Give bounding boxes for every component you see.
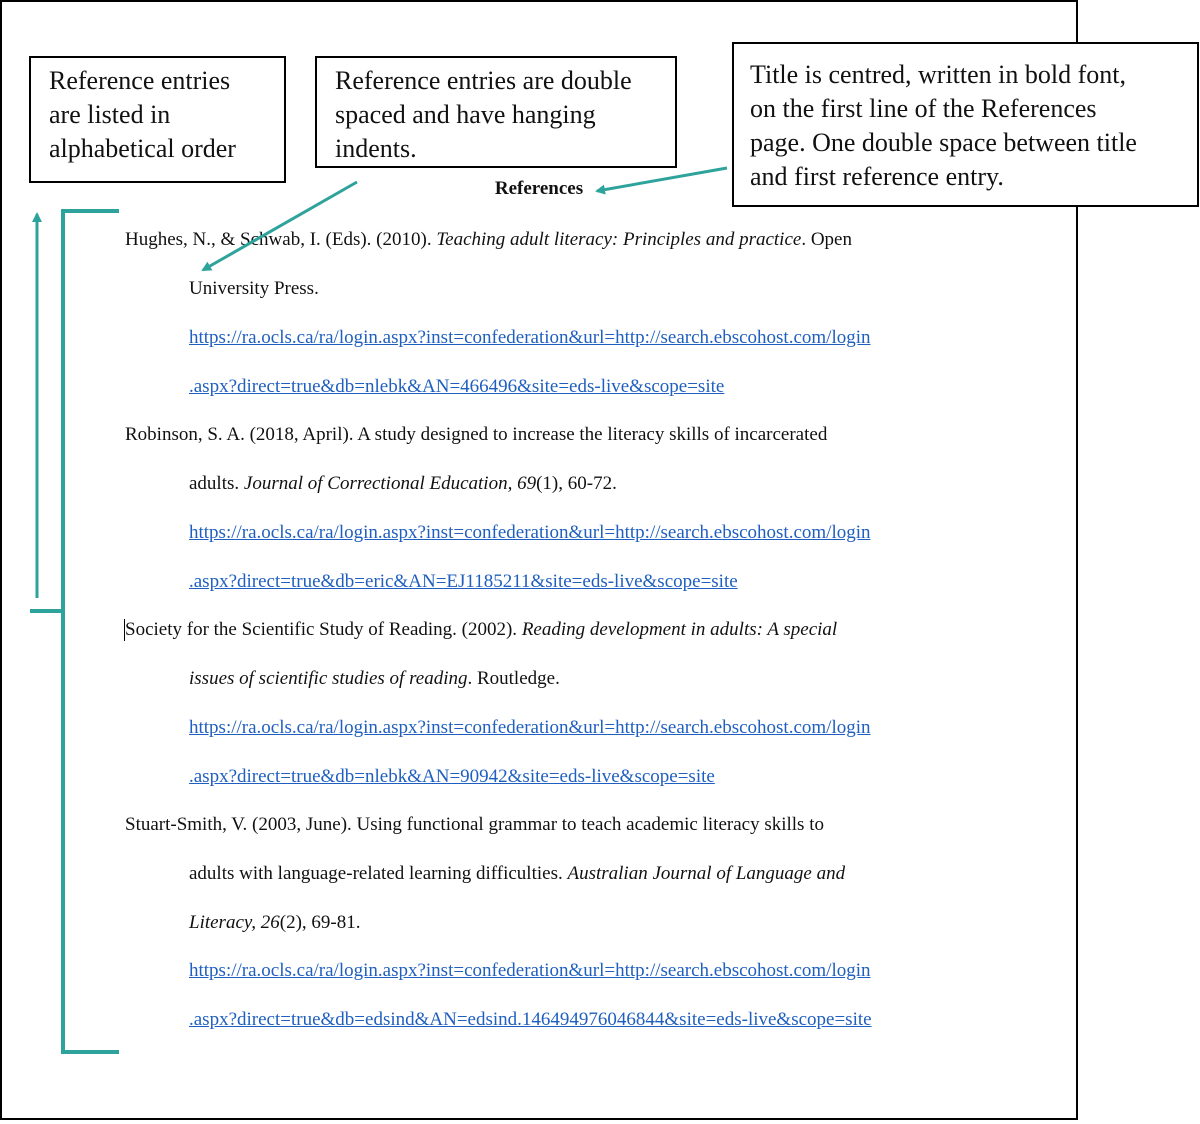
- entry-4-url-line-1[interactable]: https://ra.ocls.ca/ra/login.aspx?inst=confederation&url=http://search.ebscohost.com/login: [189, 960, 871, 981]
- entry-3-line-1: Society for the Scientific Study of Reading. (2002). Reading development in adults: A special: [125, 619, 838, 640]
- callout-alphabetical: Reference entries are listed in alphabetical order: [29, 56, 286, 183]
- callout-spacing: Reference entries are double spaced and have hanging indents.: [315, 56, 677, 168]
- title-arrow: [597, 168, 727, 191]
- entry-1-url-line-2[interactable]: .aspx?direct=true&db=nlebk&AN=466496&site=eds-live&scope=site: [189, 376, 725, 397]
- indent-arrow: [203, 182, 357, 270]
- entry-1-line-2: University Press.: [189, 278, 319, 299]
- entry-1-url-line-1[interactable]: https://ra.ocls.ca/ra/login.aspx?inst=confederation&url=http://search.ebscohost.com/login: [189, 327, 871, 348]
- entries-bracket: [63, 211, 119, 1052]
- entry-2-url-line-1[interactable]: https://ra.ocls.ca/ra/login.aspx?inst=confederation&url=http://search.ebscohost.com/login: [189, 522, 871, 543]
- entry-3-url-line-1[interactable]: https://ra.ocls.ca/ra/login.aspx?inst=confederation&url=http://search.ebscohost.com/login: [189, 717, 871, 738]
- entry-3-line-2: issues of scientific studies of reading. Routledge.: [189, 668, 560, 689]
- entry-4-line-2: adults with language-related learning difficulties. Australian Journal of Language and: [189, 863, 846, 884]
- entry-3-url-line-2[interactable]: .aspx?direct=true&db=nlebk&AN=90942&site=eds-live&scope=site: [189, 766, 715, 787]
- entry-2-line-2: adults. Journal of Correctional Education, 69(1), 60-72.: [189, 473, 617, 494]
- entry-4-url-line-2[interactable]: .aspx?direct=true&db=edsind&AN=edsind.146494976046844&site=eds-live&scope=site: [189, 1009, 872, 1030]
- entry-4-line-1: Stuart-Smith, V. (2003, June). Using functional grammar to teach academic literacy skills to: [125, 814, 824, 835]
- callout-title-note: Title is centred, written in bold font, on the first line of the References page. One double space between title and first reference entry.: [732, 42, 1199, 207]
- entry-4-line-3: Literacy, 26(2), 69-81.: [189, 912, 361, 933]
- entry-2-url-line-2[interactable]: .aspx?direct=true&db=eric&AN=EJ1185211&site=eds-live&scope=site: [189, 571, 738, 592]
- entry-2-line-1: Robinson, S. A. (2018, April). A study designed to increase the literacy skills of incarcerated: [125, 424, 828, 445]
- entry-1-line-1: Hughes, N., & Schwab, I. (Eds). (2010). Teaching adult literacy: Principles and practice. Open: [125, 229, 852, 250]
- references-title: References: [494, 178, 584, 199]
